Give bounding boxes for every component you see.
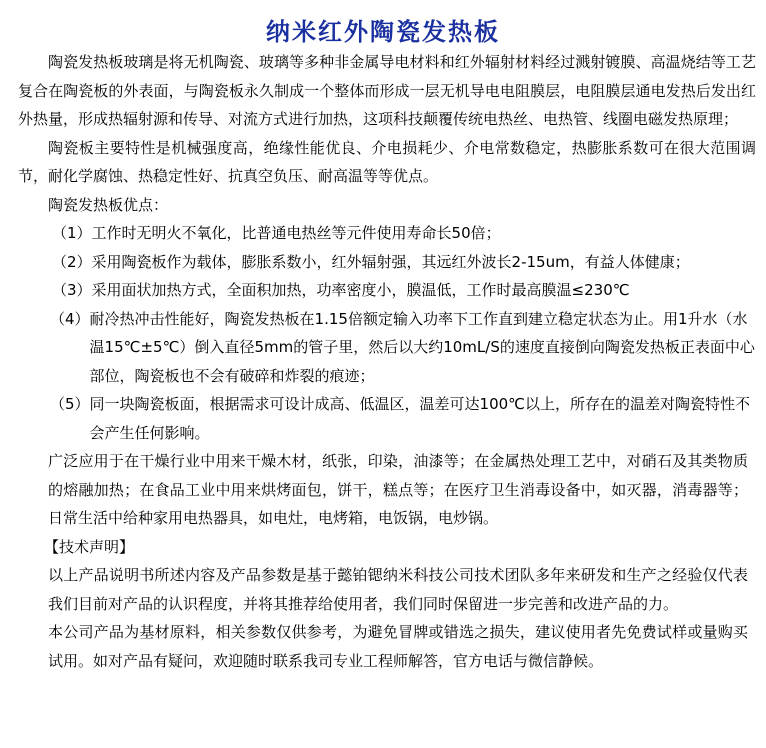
advantage-item — [18, 305, 756, 391]
advantage-text: 采用陶瓷板作为载体，膨胀系数小，红外辐射强，其远红外波长2-15um，有益人体健康； — [91, 252, 690, 271]
properties-paragraph: 陶瓷板主要特性是机械强度高，绝缘性能优良、介电损耗少、介电常数稳定，热膨胀系数可在很大范围调节，耐化学腐蚀、热稳定性好、抗真空负压、耐高温等等优点。 — [18, 138, 756, 185]
advantage-number: （2） — [52, 252, 92, 271]
advantage-text: 耐冷热冲击性能好，陶瓷发热板在1.15倍额定输入功率下工作直到建立稳定状态为止。用1升水（水温15℃±5℃）倒入直径5mm的管子里，然后以大约10mL/S的速度直接倒向陶瓷发热板正表面中心部位，陶瓷板也不会有破碎和炸裂的痕迹； — [89, 309, 755, 385]
intro-paragraph: 陶瓷发热板玻璃是将无机陶瓷、玻璃等多种非金属导电材料和红外辐射材料经过溅射镀膜、高温烧结等工艺复合在陶瓷板的外表面，与陶瓷板永久制成一个整体而形成一层无机导电电阻膜层，电阻膜层通电发热后发出红外热量，形成热辐射源和传导、对流方式进行加热，这项科技颠覆传统电热丝、电热管、线圈电磁发热原理； — [18, 53, 756, 128]
advantage-item — [18, 248, 756, 277]
tech-statement-paragraph: 以上产品说明书所述内容及产品参数是基于懿铂锶纳米科技公司技术团队多年来研发和生产之经验仅代表我们目前对产品的认识程度，并将其推荐给使用者，我们同时保留进一步完善和改进产品的力。 — [48, 566, 748, 613]
disclaimer-paragraph: 本公司产品为基材原料，相关参数仅供参考，为避免冒牌或错选之损失，建议使用者先免费试样或量购买试用。如对产品有疑问，欢迎随时联系我司专业工程师解答，官方电话与微信静候。 — [48, 623, 748, 670]
advantage-item — [18, 219, 756, 248]
advantage-number: （5） — [50, 395, 90, 413]
applications-paragraph: 广泛应用于在干燥行业中用来干燥木材，纸张，印染，油漆等；在金属热处理工艺中，对硝石及其类物质的熔融加热；在食品工业中用来烘烤面包，饼干，糕点等；在医疗卫生消毒设备中，如灭器，消毒器等；日常生活中给种家用电热器具，如电灶，电烤箱，电饭锅，电炒锅。 — [48, 452, 748, 527]
advantages-heading: 陶瓷发热板优点： — [48, 195, 169, 214]
tech-statement-heading: 【技术声明】 — [44, 537, 135, 556]
advantage-number: （3） — [52, 281, 92, 299]
advantages-list — [18, 219, 756, 447]
advantage-text: 同一块陶瓷板面，根据需求可设计成高、低温区，温差可达100℃以上，所存在的温差对陶瓷特性不会产生任何影响。 — [89, 395, 751, 442]
advantage-text: 采用面状加热方式，全面积加热，功率密度小，膜温低，工作时最高膜温≤230℃ — [91, 281, 630, 299]
document-body — [18, 48, 756, 675]
page-title: 纳米红外陶瓷发热板 — [266, 18, 500, 46]
advantage-number: （4） — [50, 309, 90, 328]
advantage-item — [18, 390, 756, 447]
advantage-item — [18, 276, 756, 305]
advantage-number: （1） — [52, 224, 92, 242]
advantage-text: 工作时无明火不氧化，比普通电热丝等元件使用寿命长50倍； — [91, 224, 501, 242]
